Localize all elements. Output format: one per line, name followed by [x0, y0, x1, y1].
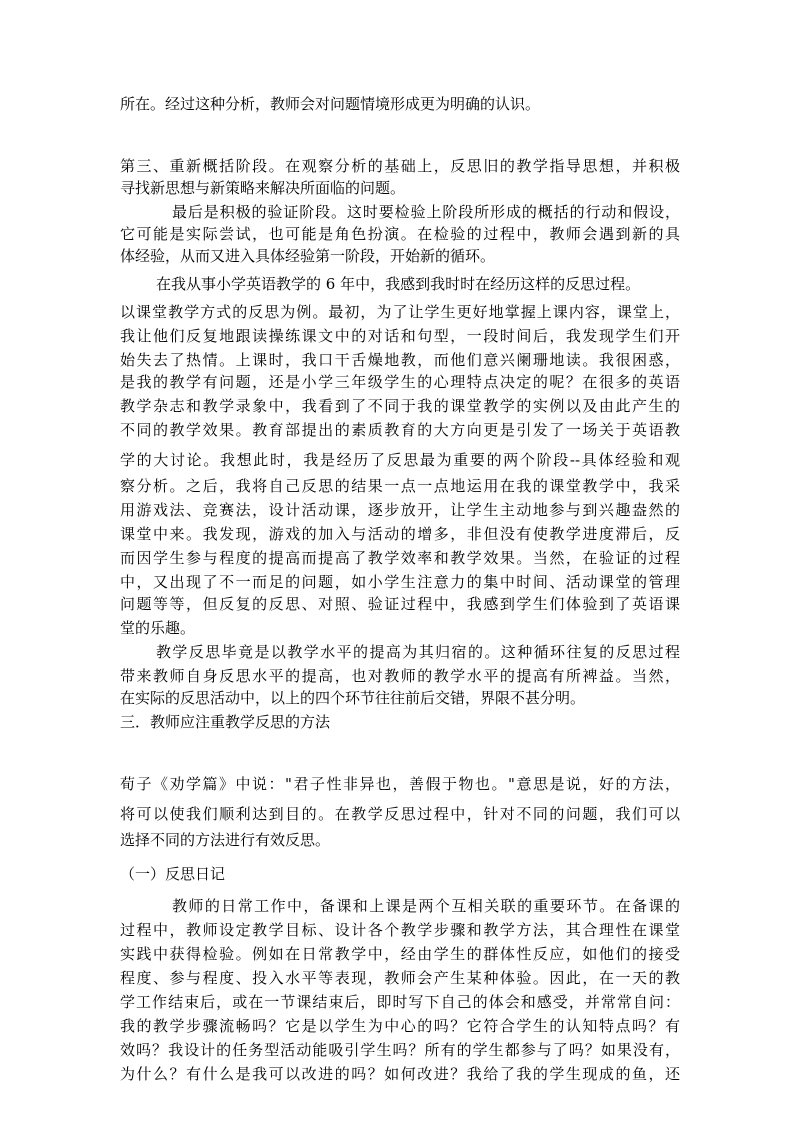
- text-line: 带来教师自身反思水平的提高，也对教师的教学水平的提高有所裨益。当然，: [120, 667, 680, 685]
- text-line: 学的大讨论。我想此时，我是经历了反思最为重要的两个阶段--具体经验和观: [120, 451, 680, 469]
- text-line: 我的教学步骤流畅吗？它是以学生为中心的吗？它符合学生的认知特点吗？有: [120, 1017, 680, 1035]
- text-line: 寻找新思想与新策略来解决所面临的问题。: [120, 179, 406, 197]
- text-line: 而因学生参与程度的提高而提高了教学效率和教学效果。当然，在验证的过程: [120, 549, 680, 567]
- text-line: 将可以使我们顺利达到目的。在教学反思过程中，针对不同的问题，我们可以: [120, 805, 680, 823]
- text-line: 选择不同的方法进行有效反思。: [120, 831, 331, 849]
- text-line: 为什么？有什么是我可以改进的吗？如何改进？我给了我的学生现成的鱼，还: [120, 1065, 680, 1083]
- text-line: 最后是积极的验证阶段。这时要检验上阶段所形成的概括的行动和假设，: [172, 203, 680, 221]
- text-line: 程度、参与程度、投入水平等表现，教师会产生某种体验。因此，在一天的教: [120, 969, 680, 987]
- text-line: 在实际的反思活动中，以上的四个环节往往前后交错，界限不甚分明。: [120, 689, 586, 707]
- section-heading: 三．教师应注重教学反思的方法: [120, 713, 331, 731]
- text-line: 察分析。之后，我将自己反思的结果一点一点地运用在我的课堂教学中，我采: [120, 477, 680, 495]
- text-line: 教学杂志和教学录象中，我看到了不同于我的课堂教学的实例以及由此产生的: [120, 397, 680, 415]
- subsection-heading: （一）反思日记: [120, 865, 226, 883]
- text-line: 实践中获得检验。例如在日常教学中，经由学生的群体性反应，如他们的接受: [120, 945, 680, 963]
- text-line: 体经验，从而又进入具体经验第一阶段，开始新的循环。: [120, 247, 496, 265]
- text-line: 课堂中来。我发现，游戏的加入与活动的增多，非但没有使教学进度滞后，反: [120, 525, 680, 543]
- text-line: 效吗？我设计的任务型活动能吸引学生吗？所有的学生都参与了吗？如果没有，: [120, 1041, 680, 1059]
- text-line: 第三、重新概括阶段。在观察分析的基础上，反思旧的教学指导思想，并积极: [120, 157, 680, 175]
- text-line: 所在。经过这种分析，教师会对问题情境形成更为明确的认识。: [120, 95, 541, 113]
- text-line: 我让他们反复地跟读操练课文中的对话和句型，一段时间后，我发现学生们开: [120, 327, 680, 345]
- text-line: 它可能是实际尝试，也可能是角色扮演。在检验的过程中，教师会遇到新的具: [120, 225, 680, 243]
- text-line: 荀子《劝学篇》中说："君子性非异也，善假于物也。"意思是说，好的方法，: [120, 775, 680, 793]
- text-line: 中，又出现了不一而足的问题，如小学生注意力的集中时间、活动课堂的管理: [120, 573, 680, 591]
- text-line: 不同的教学效果。教育部提出的素质教育的大方向更是引发了一场关于英语教: [120, 421, 680, 439]
- text-line: 在我从事小学英语教学的 6 年中，我感到我时时在经历这样的反思过程。: [156, 275, 641, 293]
- text-line: 是我的教学有问题，还是小学三年级学生的心理特点决定的呢？在很多的英语: [120, 373, 680, 391]
- text-line: 用游戏法、竞赛法，设计活动课，逐步放开，让学生主动地参与到兴趣盎然的: [120, 501, 680, 519]
- text-line: 教学反思毕竟是以教学水平的提高为其归宿的。这种循环往复的反思过程: [156, 643, 680, 661]
- text-line: 学工作结束后，或在一节课结束后，即时写下自己的体会和感受，并常常自问：: [120, 993, 680, 1011]
- text-line: 过程中，教师设定教学目标、设计各个教学步骤和教学方法，其合理性在课堂: [120, 921, 680, 939]
- text-line: 问题等等，但反复的反思、对照、验证过程中，我感到学生们体验到了英语课: [120, 595, 680, 613]
- text-line: 教师的日常工作中，备课和上课是两个互相关联的重要环节。在备课的: [172, 897, 680, 915]
- text-line: 堂的乐趣。: [120, 619, 196, 637]
- text-line: 始失去了热情。上课时，我口干舌燥地教，而他们意兴阑珊地读。我很困惑，: [120, 351, 680, 369]
- text-line: 以课堂教学方式的反思为例。最初，为了让学生更好地掌握上课内容，课堂上，: [120, 303, 680, 321]
